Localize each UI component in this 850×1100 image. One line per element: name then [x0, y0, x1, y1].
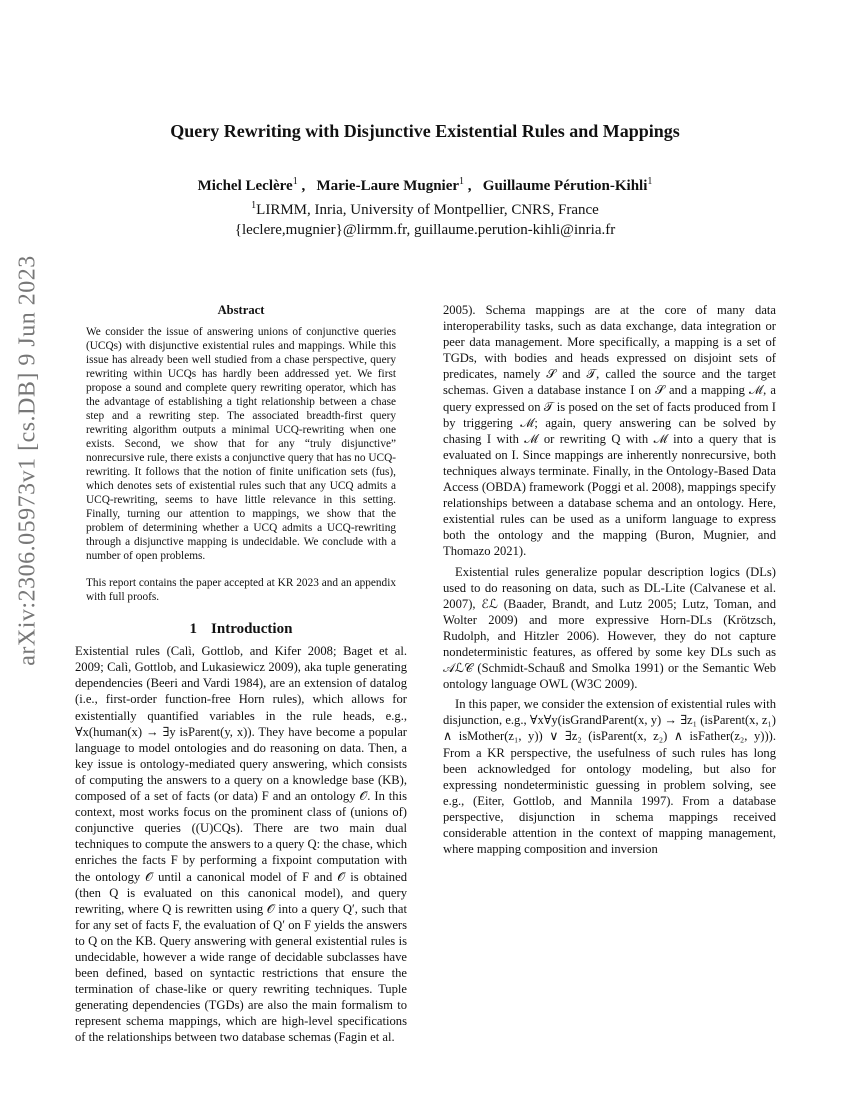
arxiv-sidebar-stamp — [2, 240, 54, 680]
left-column — [75, 302, 407, 1046]
abstract-text: We consider the issue of answering unions of conjunctive queries (UCQs) with disjunctive existential rules and mappings. While this issue has already been well studied from a chase perspective, query rewriting within UCQs has hardly been addressed yet. We first propose a sound and complete query rewriting operator, which has the advantage of establishing a tight relationship between a chase step and a rewriting step. The associated breadth-first query rewriting algorithm outputs a minimal UCQ-rewriting when one exists. Second, we show that for any “truly disjunctive” nonrecursive rule, there exists a conjunctive query that has no UCQ-rewriting. It follows that the notion of finite unification sets (fus), which denotes sets of existential rules such that any UCQ admits a UCQ-rewriting, seems to have little relevance in this setting. Finally, turning our attention to mappings, we show that the problem of determining whether a UCQ admits a UCQ-rewriting through a disjunctive mapping is undecidable. We conclude with a number of open problems. — [86, 326, 396, 563]
author-emails: {leclere,mugnier}@lirmm.fr, guillaume.perution-kihli@inria.fr — [234, 222, 616, 238]
author-name: Marie-Laure Mugnier — [316, 178, 460, 194]
author-name: Michel Leclère — [197, 178, 293, 194]
affiliation-mark: 1 — [251, 200, 257, 211]
author-name: Guillaume Pérution-Kihli — [482, 178, 648, 194]
author-affiliation-mark: 1 — [292, 176, 298, 187]
section-heading — [75, 621, 407, 637]
paper-title: Query Rewriting with Disjunctive Existential Rules and Mappings — [170, 121, 680, 141]
intro-paragraph: In this paper, we consider the extension of existential rules with disjunction, e.g., ∀x∀y(isGrandParent(x, y) → ∃z₁ (isParent(x, z₁) ∧ isMother(z₁, y)) ∨ ∃z₂ (isParent(x, z₂) ∧ isFather(z₂, y))). From a KR perspective, the usefulness of such rules has long been acknowledged for ontology modeling, but also for expressing nondeterministic guessing in problem solving, see e.g., (Eiter, Gottlob, and Mannila 1997). From a database perspective, disjunction in schema mappings received considerable attention in the context of mapping management, where mapping composition and inversion — [443, 697, 776, 857]
author-affiliation-mark: 1 — [647, 176, 653, 187]
arxiv-identifier: arXiv:2306.05973v1 [cs.DB] 9 Jun 2023 — [14, 254, 41, 666]
report-note: This report contains the paper accepted at KR 2023 and an appendix with full proofs. — [86, 577, 396, 604]
affiliation — [0, 200, 850, 219]
abstract-heading: Abstract — [217, 303, 265, 317]
section-title: Introduction — [211, 621, 293, 638]
author-list: Michel Leclère$^1$ , Marie-Laure Mugnier$^1$ , Guillaume Pérution-Kihli$^1$ — [197, 176, 653, 194]
intro-paragraph: Existential rules generalize popular description logics (DLs) used to do reasoning on data, such as DL-Lite (Calvanese et al. 2007), ℰℒ (Baader, Brandt, and Lutz 2005; Lutz, Toman, and Wolter 2009) and more expressive Horn-DLs (Krötzsch, Rudolph, and Hitzler 2006). However, they do not capture nondeterministic features, as offered by some key DLs such as 𝒜ℒ𝒞 (Schmidt-Schauß and Smolka 1991) or the Semantic Web ontology language OWL (W3C 2009). — [443, 564, 776, 692]
author-affiliation-mark: 1 — [459, 176, 465, 187]
section-number: 1 — [189, 621, 198, 638]
affiliation-text: LIRMM, Inria, University of Montpellier, CNRS, France — [256, 202, 599, 218]
intro-paragraph-continued: 2005). Schema mappings are at the core of many data interoperability tasks, such as data exchange, data integration or peer data management. More specifically, a mapping is a set of TGDs, with bodies and heads expressed on disjoint sets of predicates, namely 𝒮 and 𝒯, called the source and the target schemas. Given a database instance I on 𝒮 and a mapping ℳ, a query expressed on 𝒯 is posed on the set of facts produced from I by triggering ℳ; again, query answering can be solved by chasing I with ℳ or rewriting Q with ℳ into a query that is evaluated on I. Since mappings are inherently nonrecursive, both techniques always terminate. Finally, in the Ontology-Based Data Access (OBDA) framework (Poggi et al. 2008), mappings specify relationships between a database schema and an ontology. Here, existential rules can be used as a uniform language to express both the ontology and the mapping (Buron, Mugnier, and Thomazo 2021). — [443, 303, 776, 559]
right-column — [443, 302, 776, 857]
intro-paragraph: Existential rules (Calì, Gottlob, and Kifer 2008; Baget et al. 2009; Calì, Gottlob, and Lukasiewicz 2009), aka tuple generating dependencies (Beeri and Vardi 1984), are an extension of datalog (i.e., first-order function-free Horn rules), which allows for existentially quantified variables in the rule heads, e.g., ∀x(human(x) → ∃y isParent(y, x)). They have become a popular language to model ontologies and do reasoning on data. Then, a key issue is ontology-mediated query answering, which consists of computing the answers to a query on a knowledge base (KB), composed of a set of facts (or data) F and an ontology 𝒪. In this context, most works focus on the prominent class of (unions of) conjunctive queries ((U)CQs). There are two main dual techniques to compute the answers to a query Q: the chase, which enriches the facts F by performing a fixpoint computation with the ontology 𝒪 until a canonical model of F and 𝒪 is obtained (then Q is evaluated on this canonical model), and query rewriting, where Q is rewritten using 𝒪 into a query Q′, such that for any set of facts F, the evaluation of Q′ on F yields the answers to Q on the KB. Query answering with general existential rules is undecidable, however a wide range of decidable subclasses have been defined, based on syntactic restrictions that ensure the termination of chase-like or query rewriting techniques. Tuple generating dependencies (TGDs) are also the main formalism to represent schema mappings, which are high-level specifications of the relationships between two database schemas (Fagin et al. — [75, 644, 407, 1045]
